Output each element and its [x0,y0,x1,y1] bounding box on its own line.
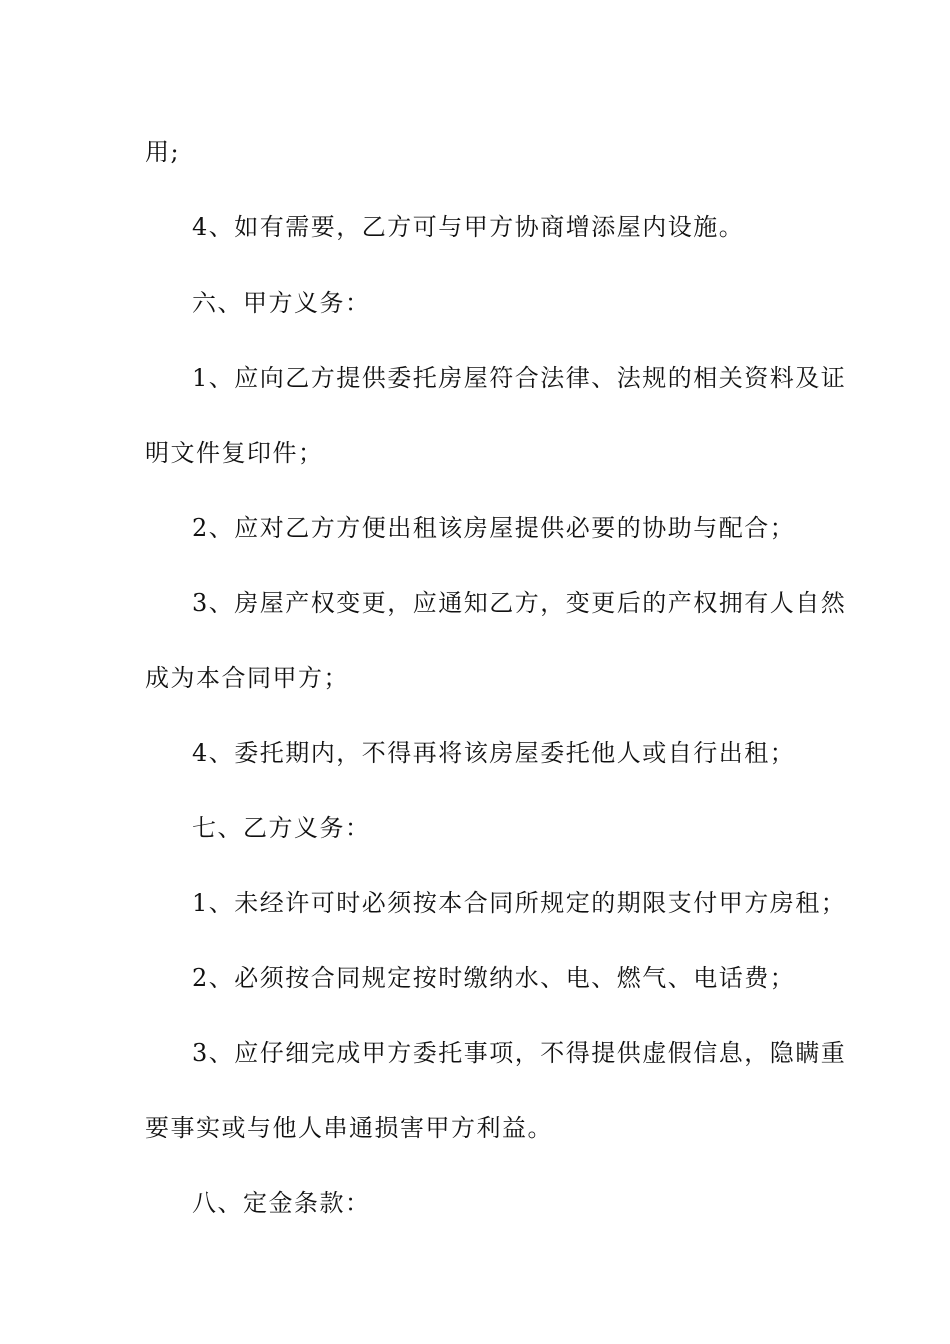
paragraph-line: 2、必须按合同规定按时缴纳水、电、燃气、电话费； [192,964,796,992]
section-heading: 八、定金条款： [192,1189,371,1217]
paragraph-line: 成为本合同甲方； [145,664,349,692]
paragraph-line: 1、未经许可时必须按本合同所规定的期限支付甲方房租； [192,889,847,917]
paragraph-line: 明文件复印件； [145,439,324,467]
paragraph-line: 1、应向乙方提供委托房屋符合法律、法规的相关资料及证 [192,364,847,392]
paragraph-line: 4、如有需要，乙方可与甲方协商增添屋内设施。 [192,213,745,241]
paragraph-line: 3、应仔细完成甲方委托事项，不得提供虚假信息，隐瞒重 [192,1039,847,1067]
section-heading: 七、乙方义务： [192,814,371,842]
paragraph-line: 用; [145,138,181,166]
paragraph-line: 3、房屋产权变更，应通知乙方，变更后的产权拥有人自然 [192,589,847,617]
paragraph-line: 2、应对乙方方便出租该房屋提供必要的协助与配合； [192,514,796,542]
section-heading: 六、甲方义务： [192,289,371,317]
paragraph-line: 4、委托期内，不得再将该房屋委托他人或自行出租； [192,739,796,767]
paragraph-line: 要事实或与他人串通损害甲方利益。 [145,1114,553,1142]
